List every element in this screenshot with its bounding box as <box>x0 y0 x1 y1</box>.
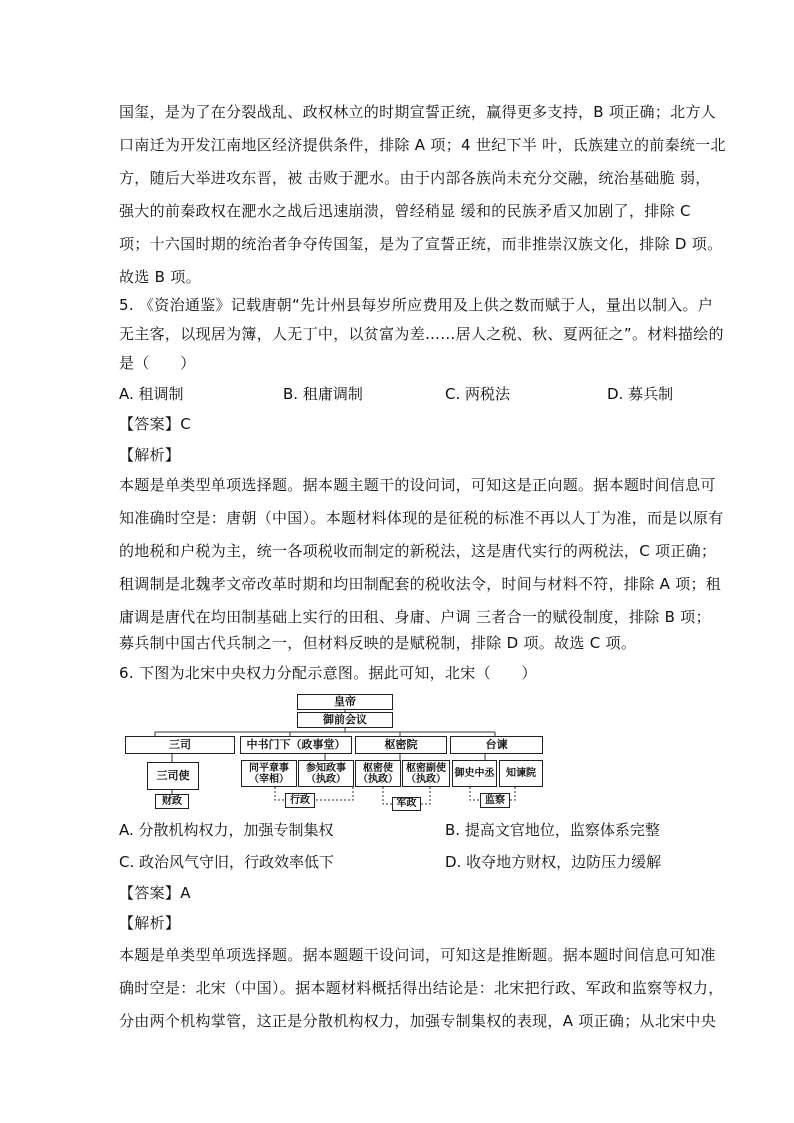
tongping-role: （宰相） <box>249 773 289 785</box>
q6-option-a: A. 分散机构权力，加强专制集权 <box>119 821 334 839</box>
q6-analysis-line: 分由两个机构掌管，这正是分散机构权力，加强专制集权的表现，A 项正确；从北宋中央 <box>119 1012 717 1030</box>
q5-analysis-line: 租调制是北魏孝文帝改革时期和均田制配套的税收法令，时间与材料不符，排除 A 项；租 <box>119 575 722 593</box>
q5-analysis-line: 本题是单类型单项选择题。据本题主题干的设问词，可知这是正向题。据本题时间信息可 <box>119 476 716 494</box>
zhongshu-box: 中书门下（政事堂） <box>240 736 352 754</box>
q5-analysis-line: 知准确时空是：唐朝（中国）。本题材料体现的是征税的标准不再以人丁为准，而是以原有 <box>119 509 724 527</box>
q6-option-c: C. 政治风气守旧，行政效率低下 <box>119 853 335 871</box>
canzhi-title: 参知政事 <box>306 762 346 774</box>
sansishi-box: 三司使 <box>147 762 199 790</box>
shumifu-box <box>402 760 450 787</box>
q5-option-d: D. 募兵制 <box>607 385 674 403</box>
shumi-box: 枢密院 <box>355 736 447 754</box>
council-box: 御前会议 <box>297 712 393 728</box>
junzheng-label: 军政 <box>392 797 421 811</box>
q5-analysis-line: 的地税和户税为主，统一各项税收而制定的新税法，这是唐代实行的两税法，C 项正确； <box>119 542 717 560</box>
q5-analysis-line: 募兵制中国古代兵制之一，但材料反映的是赋税制，排除 D 项。故选 C 项。 <box>119 634 637 652</box>
text-line: 项；十六国时期的统治者争夺传国玺，是为了宣誓正统，而非推崇汉族文化，排除 D 项。 <box>119 235 723 253</box>
tongping-box <box>241 760 297 787</box>
q6-analysis-title: 【解析】 <box>119 914 181 932</box>
q5-option-a: A. 租调制 <box>119 385 184 403</box>
q5-option-c: C. 两税法 <box>445 385 511 403</box>
q5-answer: 【答案】C <box>119 415 191 433</box>
question-5-stem: 5. 《资治通鉴》记载唐朝“先计州县每岁所应费用及上供之数而赋于人，量出以制入。户 <box>119 296 714 314</box>
taijian-box: 台谏 <box>450 736 543 754</box>
shumifu-title: 枢密副使 <box>406 762 446 774</box>
text-line: 故选 B 项。 <box>119 268 201 286</box>
q6-analysis-line: 本题是单类型单项选择题。据本题题干设问词，可知这是推断题。据本题时间信息可知准 <box>119 946 716 964</box>
sansi-box: 三司 <box>125 736 235 754</box>
shumishi-role: （执政） <box>358 773 398 785</box>
question-6-stem: 6. 下图为北宋中央权力分配示意图。据此可知，北宋（ ） <box>119 664 537 682</box>
tongping-title: 同平章事 <box>249 762 289 774</box>
q6-answer: 【答案】A <box>119 884 191 902</box>
q5-analysis-line: 庸调是唐代在均田制基础上实行的田租、身庸、户调 三者合一的赋役制度，排除 B 项； <box>119 608 711 626</box>
text-line: 国玺，是为了在分裂战乱、政权林立的时期宣誓正统，赢得更多支持，B 项正确；北方人 <box>119 103 717 121</box>
q6-option-b: B. 提高文官地位，监察体系完整 <box>445 821 660 839</box>
shumishi-title: 枢密使 <box>363 762 393 774</box>
q6-option-d: D. 收夺地方财权，边防压力缓解 <box>445 853 662 871</box>
emperor-box: 皇帝 <box>297 694 393 710</box>
xingzheng-label: 行政 <box>285 793 315 808</box>
shumifu-role: （执政） <box>406 773 446 785</box>
song-power-diagram <box>125 692 545 814</box>
text-line: 强大的前秦政权在淝水之战后迅速崩溃，曾经稍显 缓和的民族矛盾又加剧了，排除 C <box>119 202 691 220</box>
shumishi-box <box>355 760 401 787</box>
jiancha-label: 监察 <box>480 793 510 808</box>
question-5-stem: 是（ ） <box>119 354 196 372</box>
zhijian-box: 知谏院 <box>499 760 543 787</box>
canzhi-role: （执政） <box>306 773 346 785</box>
q5-option-b: B. 租庸调制 <box>283 385 363 403</box>
text-line: 口南迁为开发江南地区经济提供条件，排除 A 项；4 世纪下半 叶，氐族建立的前秦统一北 <box>119 136 726 154</box>
yushi-box: 御史中丞 <box>452 760 497 787</box>
q5-analysis-title: 【解析】 <box>119 446 181 464</box>
question-5-stem: 无主客，以现居为簿，人无丁中，以贫富为差……居人之税、秋、夏两征之”。材料描绘的 <box>119 325 724 343</box>
caizheng-label: 财政 <box>155 794 189 809</box>
canzhi-box <box>298 760 354 787</box>
q6-analysis-line: 确时空是：北宋（中国）。据本题材料概括得出结论是：北宋把行政、军政和监察等权力， <box>119 979 724 997</box>
text-line: 方，随后大举进攻东晋，被 击败于淝水。由于内部各族尚未充分交融，统治基础脆 弱， <box>119 169 711 187</box>
